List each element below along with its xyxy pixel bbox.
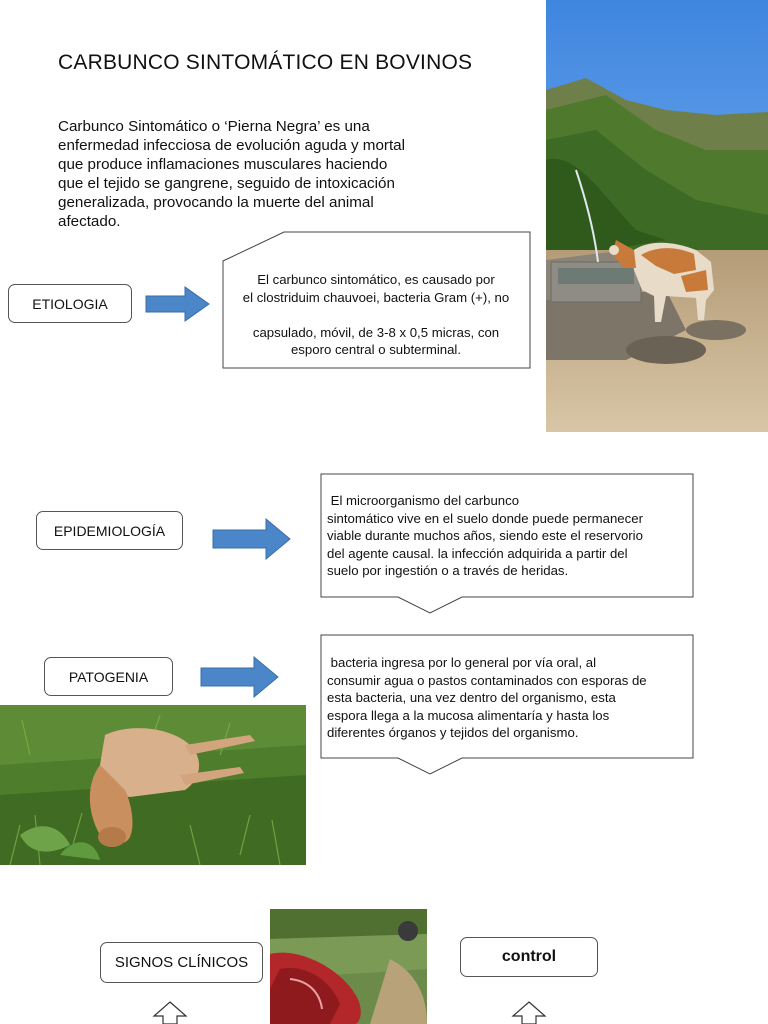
intro-line: que produce inflamaciones musculares haciendo	[58, 156, 388, 173]
intro-line: que el tejido se gangrene, seguido de intoxicación	[58, 175, 395, 192]
etiologia-line: el clostriduim chauvoei, bacteria Gram (+), no	[242, 289, 510, 305]
etiologia-label: ETIOLOGIA	[32, 295, 108, 312]
patogenia-line: diferentes órganos y tejidos del organismo.	[327, 725, 579, 740]
up-arrow-icon	[511, 1000, 547, 1024]
epidemiologia-label: EPIDEMIOLOGÍA	[53, 522, 166, 539]
signos-clinicos-label-box	[100, 942, 263, 983]
photo-wound-image	[270, 909, 427, 1024]
epidemiologia-line: sintomático vive en el suelo donde puede permanecer	[327, 510, 643, 526]
right-arrow-icon	[212, 518, 292, 560]
photo-cow-drinking-image	[546, 0, 768, 432]
control-label-box	[460, 937, 598, 977]
epidemiologia-line: viable durante muchos años, siendo este el reservorio	[327, 528, 643, 543]
etiologia-label-box	[8, 284, 132, 323]
signos-clinicos-label: SIGNOS CLÍNICOS	[114, 954, 249, 971]
patogenia-line: consumir agua o pastos contaminados con esporas de	[327, 672, 647, 688]
etiologia-line: El carbunco sintomático, es causado por	[257, 272, 495, 287]
intro-paragraph	[58, 117, 433, 231]
epidemiologia-description	[327, 492, 692, 580]
patogenia-line: esta bacteria, una vez dentro del organismo, esta	[327, 690, 616, 705]
etiologia-line: esporo central o subterminal.	[290, 342, 462, 357]
epidemiologia-line: del agente causal. la infección adquirida a partir del	[327, 545, 628, 561]
right-arrow-icon	[145, 286, 211, 322]
photo-dead-calf	[0, 705, 306, 865]
intro-line: Carbunco Sintomático o ‘Pierna Negra’ es una	[58, 118, 370, 135]
epidemiologia-line: suelo por ingestión o a través de heridas.	[327, 563, 569, 578]
patogenia-line: bacteria ingresa por lo general por vía oral, al	[327, 655, 597, 670]
right-arrow-icon	[200, 656, 280, 698]
etiologia-line	[226, 306, 526, 324]
photo-dead-calf-image	[0, 705, 306, 865]
patogenia-label: PATOGENIA	[68, 668, 149, 685]
patogenia-line: espora llega a la mucosa alimentaría y hasta los	[327, 707, 610, 723]
etiologia-line: capsulado, móvil, de 3-8 x 0,5 micras, con	[252, 324, 500, 340]
photo-wound	[270, 909, 427, 1024]
patogenia-label-box	[44, 657, 173, 696]
patogenia-description	[327, 654, 692, 742]
photo-cow-drinking	[546, 0, 768, 432]
etiologia-description	[226, 271, 526, 359]
intro-line: generalizada, provocando la muerte del animal	[58, 194, 374, 211]
epidemiologia-line: El microorganismo del carbunco	[327, 493, 520, 508]
up-arrow-icon	[152, 1000, 188, 1024]
intro-line: enfermedad infecciosa de evolución aguda y mortal	[58, 137, 405, 154]
intro-line: afectado.	[58, 213, 121, 230]
control-label: control	[501, 948, 557, 965]
epidemiologia-label-box	[36, 511, 183, 550]
page-title: CARBUNCO SINTOMÁTICO EN BOVINOS	[58, 51, 473, 74]
